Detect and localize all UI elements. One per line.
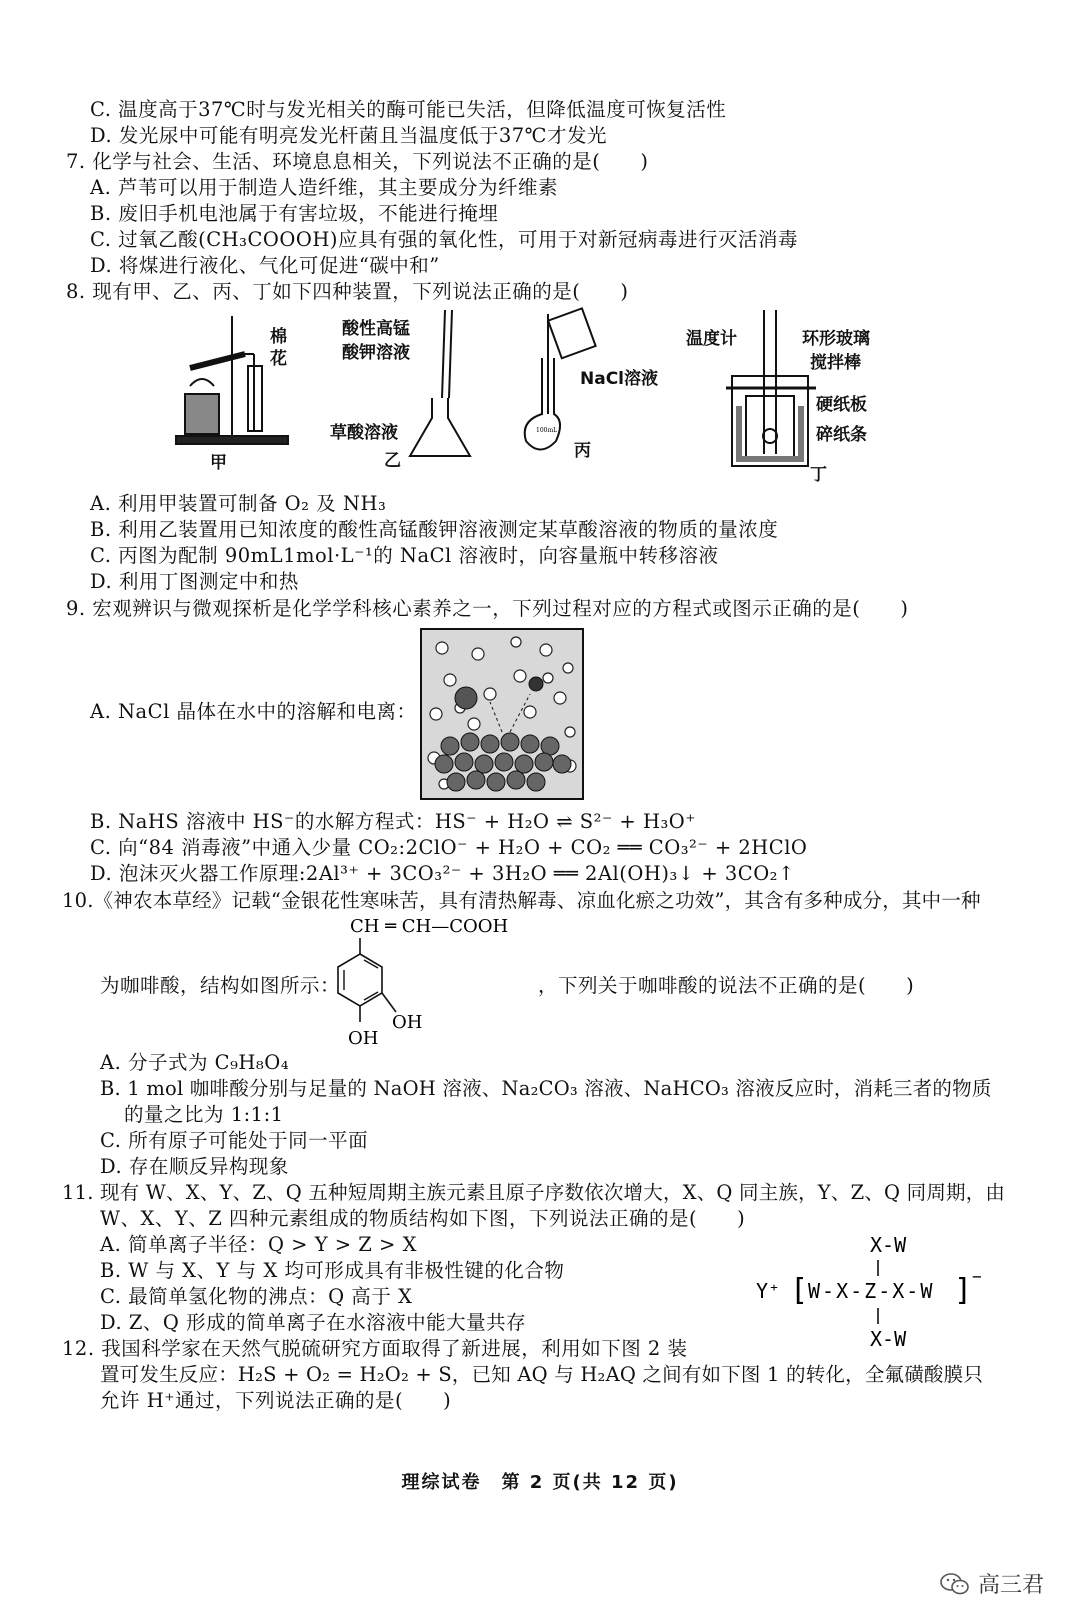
structure-cation: Y⁺ [756, 1279, 781, 1303]
q11-stem-line1: 11. 现有 W、X、Y、Z、Q 五种短周期主族元素且原子序数依次增大，X、Q 同主族，Y、Z、Q 同周期，由 [62, 1181, 1006, 1204]
yi-caption: 乙 [384, 451, 401, 471]
yi-label-side: 草酸溶液 [330, 423, 398, 443]
q7-option-b: B. 废旧手机电池属于有害垃圾，不能进行掩埋 [90, 202, 499, 225]
watermark-text: 高三君 [977, 1573, 1044, 1598]
q9-option-c: C. 向“84 消毒液”中通入少量 CO₂:2ClO⁻ + H₂O + CO₂ ══ CO₃²⁻ + 2HClO [90, 836, 808, 859]
caffeic-oh-2: OH [348, 1028, 379, 1048]
q12-stem-line1: 12. 我国科学家在天然气脱硫研究方面取得了新进展，利用如下图 2 装 [62, 1337, 688, 1360]
ding-board-label: 硬纸板 [816, 395, 867, 415]
q11-ionic-structure [752, 1232, 992, 1356]
q6-option-d: D. 发光尿中可能有明亮发光杆菌且当温度低于37℃才发光 [90, 124, 607, 147]
caffeic-chain: CH ═ CH—COOH [350, 916, 509, 937]
q10-option-b-line2: 的量之比为 1:1:1 [124, 1103, 284, 1126]
q7-stem: 7. 化学与社会、生活、环境息息相关，下列说法不正确的是( ) [66, 150, 649, 173]
q12-stem-line3: 允许 H⁺通过，下列说法正确的是( ) [100, 1389, 452, 1412]
wechat-icon [940, 1572, 970, 1596]
q9-option-a: A. NaCl 晶体在水中的溶解和电离： [90, 700, 417, 723]
q12-stem-line2: 置可发生反应：H₂S + O₂ = H₂O₂ + S，已知 AQ 与 H₂AQ 之间有如下图 1 的转化，全氟磺酸膜只 [100, 1363, 984, 1386]
ding-caption: 丁 [810, 465, 827, 485]
nacl-dissolution-diagram [420, 628, 584, 800]
bing-caption: 丙 [574, 441, 591, 461]
q10-option-c: C. 所有原子可能处于同一平面 [100, 1129, 369, 1152]
q11-option-d: D. Z、Q 形成的简单离子在水溶液中能大量共存 [100, 1311, 527, 1334]
q11-option-b: B. W 与 X、Y 与 X 均可形成具有非极性键的化合物 [100, 1259, 565, 1282]
jia-caption: 甲 [210, 453, 227, 473]
q7-option-d: D. 将煤进行液化、气化可促进“碳中和” [90, 254, 440, 277]
bracket-right: ] [954, 1273, 973, 1308]
q11-option-a: A. 简单离子半径：Q > Y > Z > X [100, 1233, 417, 1256]
jia-label-1: 棉 [270, 327, 287, 347]
caffeic-acid-structure [320, 912, 530, 1048]
bing-label: NaCl溶液 [580, 369, 659, 389]
caffeic-oh-1: OH [392, 1012, 423, 1033]
q10-stem-suffix: ，下列关于咖啡酸的说法不正确的是( ) [538, 974, 915, 997]
q10-option-b-line1: B. 1 mol 咖啡酸分别与足量的 NaOH 溶液、Na₂CO₃ 溶液、NaHCO₃ 溶液反应时，消耗三者的物质 [100, 1077, 992, 1100]
q8-stem: 8. 现有甲、乙、丙、丁如下四种装置，下列说法正确的是( ) [66, 280, 629, 303]
q9-option-b: B. NaHS 溶液中 HS⁻的水解方程式：HS⁻ + H₂O ⇌ S²⁻ + H₃O⁺ [90, 810, 697, 833]
watermark [940, 1568, 1044, 1599]
bing-flask-mark: 100mL [536, 427, 558, 434]
q8-option-a: A. 利用甲装置可制备 O₂ 及 NH₃ [90, 492, 387, 515]
q10-option-a: A. 分子式为 C₉H₈O₄ [100, 1051, 290, 1074]
q7-option-a: A. 芦苇可以用于制造人造纤维，其主要成分为纤维素 [90, 176, 558, 199]
bracket-left: [ [790, 1273, 809, 1308]
ding-stirrer-label-1: 环形玻璃 [802, 329, 870, 349]
q8-apparatus-figure [170, 306, 890, 488]
ding-thermometer-label: 温度计 [686, 329, 737, 349]
q6-option-c: C. 温度高于37℃时与发光相关的酶可能已失活，但降低温度可恢复活性 [90, 98, 727, 121]
q7-option-c: C. 过氧乙酸(CH₃COOOH)应具有强的氧化性，可用于对新冠病毒进行灭活消毒 [90, 228, 798, 251]
structure-bottom-group: X-W [870, 1327, 907, 1351]
q8-option-b: B. 利用乙装置用已知浓度的酸性高锰酸钾溶液测定某草酸溶液的物质的量浓度 [90, 518, 779, 541]
structure-top-group: X-W [870, 1233, 907, 1257]
structure-charge: − [972, 1267, 982, 1286]
q10-stem-prefix: 为咖啡酸，结构如图所示： [100, 974, 341, 997]
q11-option-c: C. 最简单氢化物的沸点：Q 高于 X [100, 1285, 413, 1308]
structure-main-chain: W-X-Z-X-W [808, 1279, 935, 1303]
q10-option-d: D. 存在顺反异构现象 [100, 1155, 289, 1178]
q8-option-d: D. 利用丁图测定中和热 [90, 570, 299, 593]
apparatus-yi [410, 310, 470, 456]
jia-label-2: 花 [270, 349, 287, 369]
page-footer: 理综试卷 第 2 页(共 12 页) [401, 1472, 679, 1493]
q9-option-d: D. 泡沫灭火器工作原理:2Al³⁺ + 3CO₃²⁻ + 3H₂O ══ 2Al(OH)₃↓ + 3CO₂↑ [90, 862, 795, 885]
q11-stem-line2: W、X、Y、Z 四种元素组成的物质结构如下图，下列说法正确的是( ) [100, 1207, 746, 1230]
q8-option-c: C. 丙图为配制 90mL1mol·L⁻¹的 NaCl 溶液时，向容量瓶中转移溶液 [90, 544, 719, 567]
yi-label-1: 酸性高锰 [342, 319, 410, 339]
q10-stem: 10.《神农本草经》记载“金银花性寒味苦，具有清热解毒、凉血化瘀之功效”，其含有多种成分，其中一种 [62, 889, 981, 912]
yi-label-2: 酸钾溶液 [342, 343, 410, 363]
ding-stirrer-label-2: 搅拌棒 [810, 353, 861, 373]
q9-stem: 9. 宏观辨识与微观探析是化学学科核心素养之一，下列过程对应的方程式或图示正确的是( ) [66, 597, 909, 620]
ding-paper-label: 碎纸条 [816, 425, 867, 445]
